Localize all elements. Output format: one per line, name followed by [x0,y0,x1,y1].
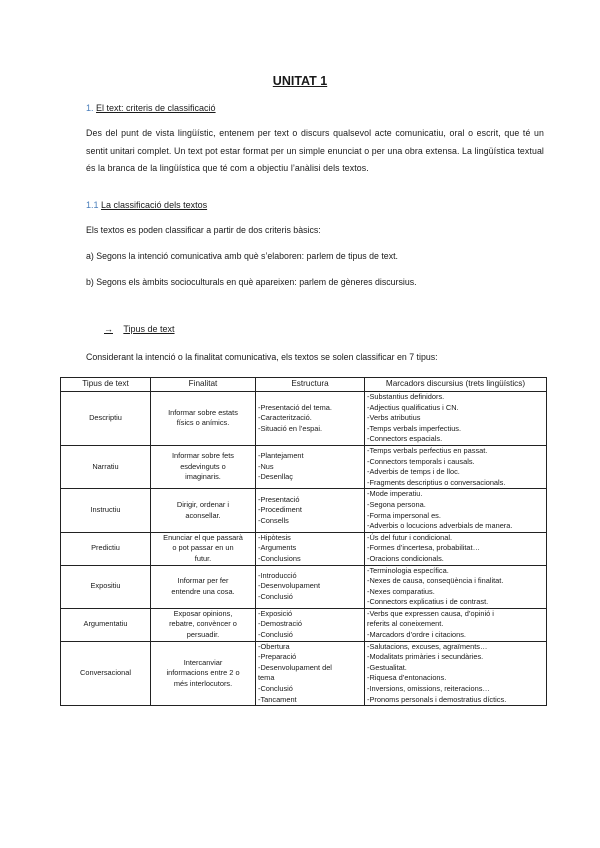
cell-line: -Caracterització. [258,413,312,423]
type-cell: Argumentatiu [61,608,151,641]
table-row [61,641,547,706]
type-cell: Narratiu [61,445,151,488]
cell-line: -Situació en l’espai. [258,423,323,433]
cell-line: -Forma impersonal es. [367,510,441,520]
cell-line: físics o anímics. [176,418,230,428]
structure-cell [256,565,365,608]
cell-line: -Mode imperatiu. [367,489,423,499]
table-row [61,608,547,641]
criterion-b: b) Segons els àmbits socioculturals en què apareixen: parlem de gèneres discursius. [86,277,417,287]
type-cell: Expositiu [61,565,151,608]
table-header-row [61,378,547,392]
cell-line: -Presentació del tema. [258,402,332,412]
cell-line: -Hipòtesis [258,532,291,542]
cell-line: -Nexes de causa, conseqüència i finalitat. [367,576,504,586]
cell-line: referits al coneixement. [367,619,444,629]
cell-line: -Connectors explicatius i de contrast. [367,597,489,607]
purpose-cell [151,392,256,446]
section-label: La classificació dels textos [101,200,208,210]
cell-line: -Connectors temporals i causals. [367,456,475,466]
cell-line: Enunciar el que passarà [163,532,243,542]
cell-line: Informar sobre estats [168,407,238,417]
cell-line: més interlocutors. [173,678,233,688]
cell-line: -Procediment [258,505,302,515]
cell-line: -Arguments [258,543,297,553]
markers-cell [365,532,547,565]
markers-cell [365,445,547,488]
cell-line: -Terminologia específica. [367,565,449,575]
cell-line: -Connectors espacials. [367,434,443,444]
table-row [61,489,547,532]
cell-line: Dirigir, ordenar i [176,499,230,509]
paragraph-definition: Des del punt de vista lingüístic, entenem per text o discurs qualsevol acte comunicatiu, oral o escrit, que té un sentit unitari complet. Un text pot estar format per un simple enunciat o per una obra extensa. La lingüística textual és la branca de la lingüística que té com a objectiu l’anàlisi dels textos. [86,128,544,173]
cell-line: -Adverbis o locucions adverbials de manera. [367,521,513,531]
cell-line: -Nexes comparatius. [367,586,435,596]
cell-line: informacions entre 2 o [166,668,240,678]
cell-line: -Ús del futur i condicional. [367,532,453,542]
cell-line: aconsellar. [185,510,221,520]
table-row [61,532,547,565]
criterion-a: a) Segons la intenció comunicativa amb què s’elaboren: parlem de tipus de text. [86,251,398,261]
type-cell: Predictiu [61,532,151,565]
cell-line: Intercanviar [183,657,223,667]
cell-line: Informar sobre fets [171,451,235,461]
cell-line: -Conclusió [258,684,293,694]
structure-cell [256,532,365,565]
markers-cell [365,641,547,706]
cell-line: -Gestualitat. [367,662,407,672]
table-row [61,392,547,446]
cell-line: -Modalitats primàries i secundàries. [367,652,484,662]
purpose-cell [151,641,256,706]
table-row [61,565,547,608]
cell-line: -Temps verbals imperfectius. [367,423,462,433]
cell-line: tema [258,673,275,683]
cell-line: -Riquesa d’entonacions. [367,673,447,683]
cell-line: -Oracions condicionals. [367,553,444,563]
classification-intro: Considerant la intenció o la finalitat comunicativa, els textos se solen classificar en 7 tipus: [86,352,438,362]
cell-line: -Pronoms personals i demostratius díctics. [367,694,507,704]
header-structure: Estructura [256,378,365,392]
cell-line: o pot passar en un [172,543,234,553]
purpose-cell [151,489,256,532]
cell-line: Exposar opinions, [173,608,233,618]
cell-line: -Conclusions [258,553,301,563]
structure-cell [256,489,365,532]
section-heading-1 [86,103,216,113]
markers-cell [365,608,547,641]
cell-line: -Salutacions, excuses, agraïments… [367,641,488,651]
cell-line: -Obertura [258,641,290,651]
cell-line: -Verbs que expressen causa, d’opinió i [367,608,494,618]
cell-line: rebatre, convèncer o [169,619,237,629]
criteria-intro: Els textos es poden classificar a partir de dos criteris bàsics: [86,225,321,235]
cell-line: -Consells [258,515,289,525]
cell-line: -Conclusió [258,630,293,640]
cell-line: -Fragments descriptius o conversacionals. [367,477,506,487]
structure-cell [256,392,365,446]
structure-cell [256,445,365,488]
structure-cell [256,641,365,706]
purpose-cell [151,608,256,641]
type-cell: Descriptiu [61,392,151,446]
subheading-label: Tipus de text [123,324,175,334]
cell-line: -Inversions, omissions, reiteracions… [367,684,490,694]
markers-cell [365,489,547,532]
cell-line: -Substantius definidors. [367,392,445,401]
section-label: El text: criteris de classificació [96,103,216,113]
subheading-text-types [104,324,175,334]
cell-line: -Formes d’incertesa, probabilitat… [367,543,480,553]
table-body [61,392,547,706]
section-heading-1-1 [86,200,207,210]
page-title: UNITAT 1 [272,74,328,88]
cell-line: persuadir. [186,630,220,640]
purpose-cell [151,532,256,565]
cell-line: esdevinguts o [180,461,226,471]
cell-line: -Preparació [258,652,297,662]
cell-line: -Nus [258,461,274,471]
markers-cell [365,392,547,446]
header-type: Tipus de text [61,378,151,392]
right-arrow-icon: → [104,324,113,334]
type-cell: Instructiu [61,489,151,532]
purpose-cell [151,565,256,608]
cell-line: -Conclusió [258,591,293,601]
cell-line: -Desenllaç [258,472,293,482]
cell-line: Informar per fer [177,576,229,586]
header-markers: Marcadors discursius (trets lingüístics) [365,378,547,392]
cell-line: -Marcadors d’ordre i citacions. [367,630,466,640]
cell-line: -Tancament [258,694,297,704]
cell-line: -Presentació [258,494,300,504]
cell-line: -Adjectius qualificatius i CN. [367,402,459,412]
cell-line: futur. [194,553,212,563]
type-cell: Conversacional [61,641,151,706]
cell-line: -Desenvolupament del [258,662,332,672]
markers-cell [365,565,547,608]
cell-line: -Demostració [258,619,302,629]
cell-line: -Adverbis de temps i de lloc. [367,467,460,477]
section-number: 1.1 [86,200,99,210]
cell-line: -Segona persona. [367,499,426,509]
cell-line: imaginaris. [185,472,221,482]
cell-line: -Introducció [258,570,297,580]
cell-line: -Verbs atributius [367,413,421,423]
cell-line: -Plantejament [258,451,304,461]
structure-cell [256,608,365,641]
cell-line: -Exposició [258,608,293,618]
cell-line: entendre una cosa. [171,586,235,596]
text-types-table [60,377,547,706]
table-row [61,445,547,488]
cell-line: -Desenvolupament [258,581,321,591]
purpose-cell [151,445,256,488]
cell-line: -Temps verbals perfectius en passat. [367,445,488,455]
section-number: 1. [86,103,94,113]
header-purpose: Finalitat [151,378,256,392]
